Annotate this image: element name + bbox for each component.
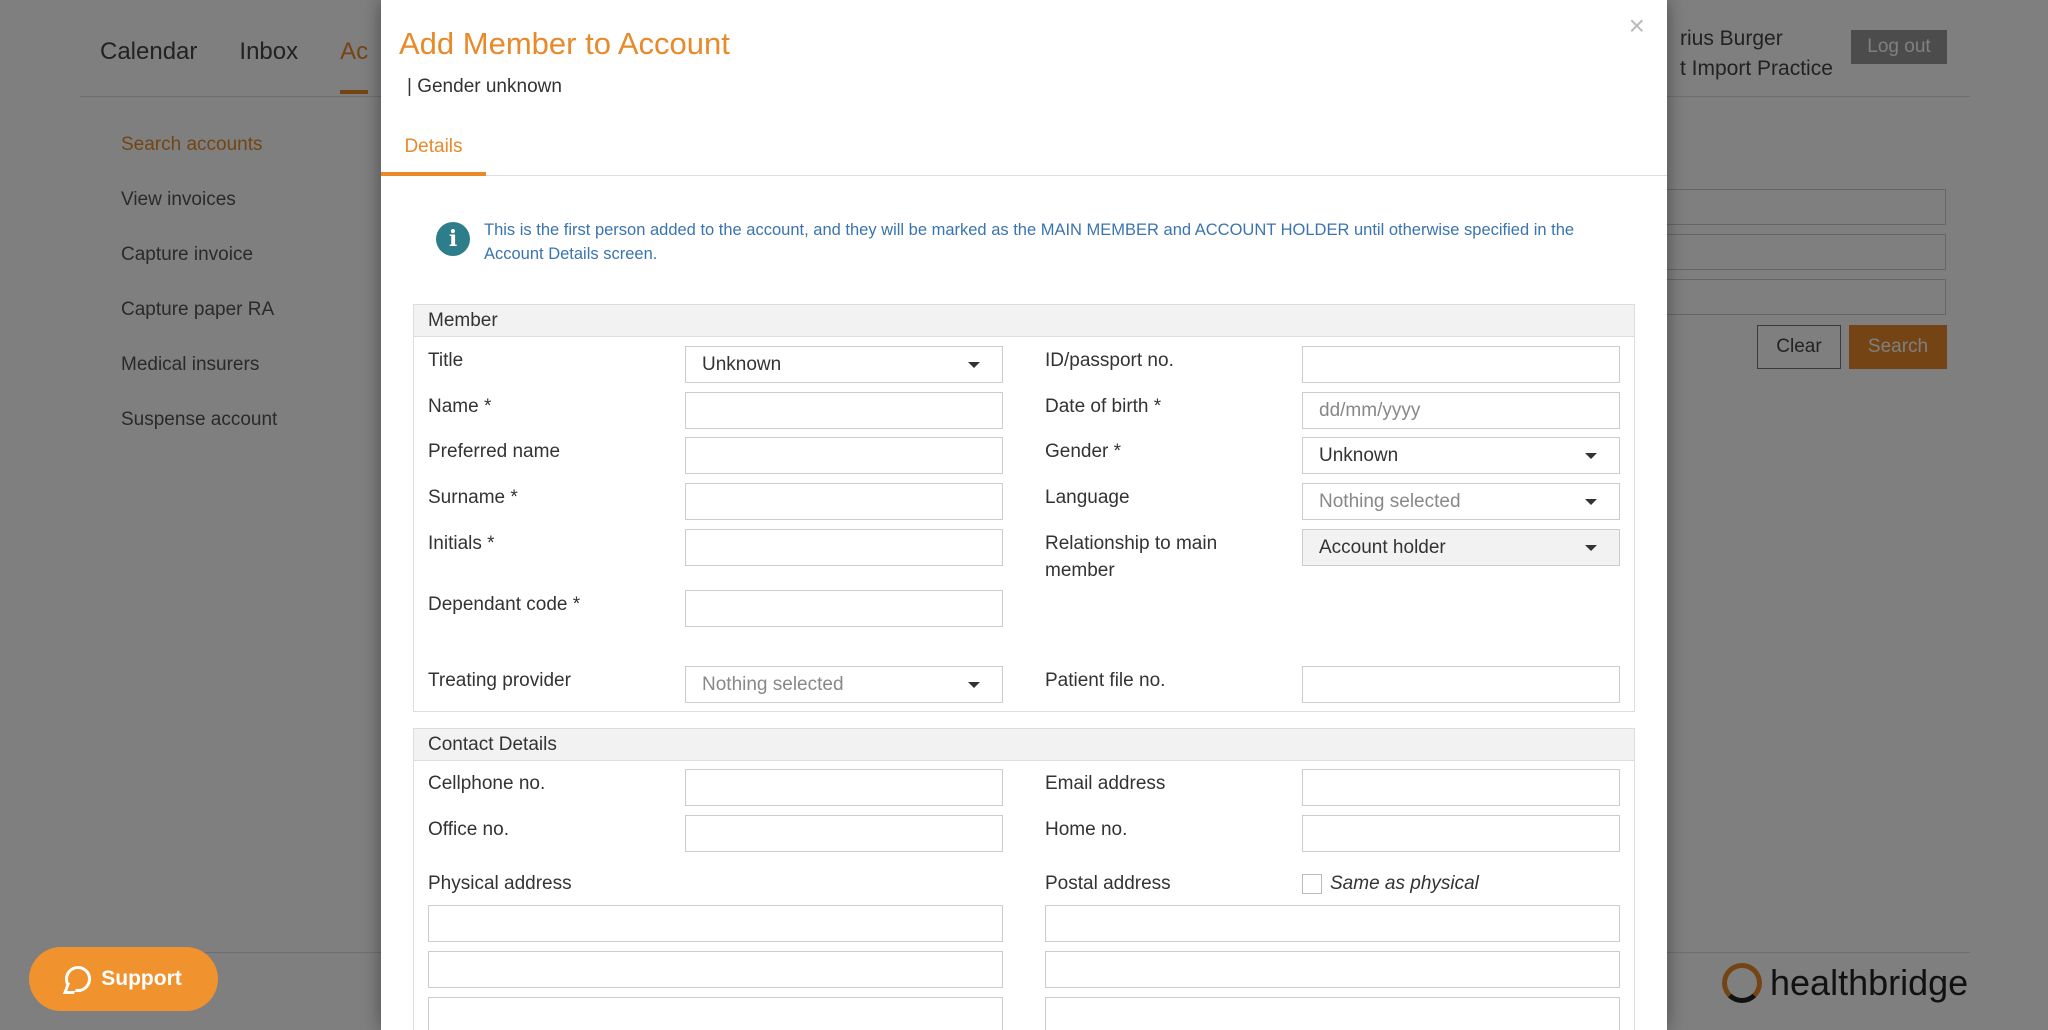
initials-label: Initials * [428,533,495,554]
physical-address-line-2[interactable] [428,951,1003,988]
info-icon: i [436,222,470,256]
same-as-physical-checkbox[interactable] [1302,874,1322,894]
physical-address-line-1[interactable] [428,905,1003,942]
language-label: Language [1045,487,1130,508]
physical-address-line-3[interactable] [428,997,1003,1030]
support-button[interactable] [29,947,218,1011]
member-section-heading: Member [414,305,1634,337]
modal-title: Add Member to Account [399,26,730,61]
home-label: Home no. [1045,819,1128,840]
dependant-code-input[interactable] [685,590,1003,627]
postal-address-line-1[interactable] [1045,905,1620,942]
modal-subtitle: | Gender unknown [407,76,562,97]
treating-provider-value: Nothing selected [702,674,844,695]
office-input[interactable] [685,815,1003,852]
relationship-select-value: Account holder [1319,537,1446,558]
date-of-birth-label: Date of birth * [1045,396,1162,417]
office-label: Office no. [428,819,509,840]
preferred-name-input[interactable] [685,437,1003,474]
tab-bar [381,128,1667,176]
chat-bubble-icon [65,966,91,992]
title-select[interactable] [685,346,1003,383]
treating-provider-select[interactable] [685,666,1003,703]
close-icon[interactable]: × [1628,10,1645,41]
cellphone-label: Cellphone no. [428,773,546,794]
dependant-code-label: Dependant code * [428,594,581,615]
gender-select[interactable] [1302,437,1620,474]
support-label: Support [101,967,182,990]
date-of-birth-input[interactable] [1302,392,1620,429]
treating-provider-label: Treating provider [428,670,571,691]
relationship-select[interactable] [1302,529,1620,566]
contact-section-heading: Contact Details [414,729,1634,761]
postal-address-line-3[interactable] [1045,997,1620,1030]
patient-file-input[interactable] [1302,666,1620,703]
id-passport-input[interactable] [1302,346,1620,383]
relationship-label: Relationship to main member [1045,533,1218,581]
patient-file-label: Patient file no. [1045,670,1166,691]
date-of-birth-placeholder: dd/mm/yyyy [1319,400,1421,421]
add-member-modal [381,0,1667,1030]
cellphone-input[interactable] [685,769,1003,806]
tab-details[interactable]: Details [381,128,486,176]
title-label: Title [428,350,464,371]
title-select-value: Unknown [702,354,782,375]
gender-select-value: Unknown [1319,445,1399,466]
email-label: Email address [1045,773,1166,794]
physical-address-label: Physical address [428,873,572,894]
email-input[interactable] [1302,769,1620,806]
gender-label: Gender * [1045,441,1122,462]
name-label: Name * [428,396,492,417]
info-message [436,218,1636,266]
member-section [413,304,1635,712]
language-select[interactable] [1302,483,1620,520]
postal-address-line-2[interactable] [1045,951,1620,988]
preferred-name-label: Preferred name [428,441,561,462]
surname-input[interactable] [685,483,1003,520]
postal-address-label: Postal address [1045,873,1171,894]
info-text: This is the first person added to the account, and they will be marked as the MAIN MEMBER and ACCOUNT HOLDER until otherwise specified in the Account Details screen. [484,221,1575,263]
same-as-physical-label: Same as physical [1330,873,1479,894]
contact-section [413,728,1635,1030]
initials-input[interactable] [685,529,1003,566]
name-input[interactable] [685,392,1003,429]
surname-label: Surname * [428,487,518,508]
id-passport-label: ID/passport no. [1045,350,1174,371]
language-select-value: Nothing selected [1319,491,1461,512]
home-input[interactable] [1302,815,1620,852]
